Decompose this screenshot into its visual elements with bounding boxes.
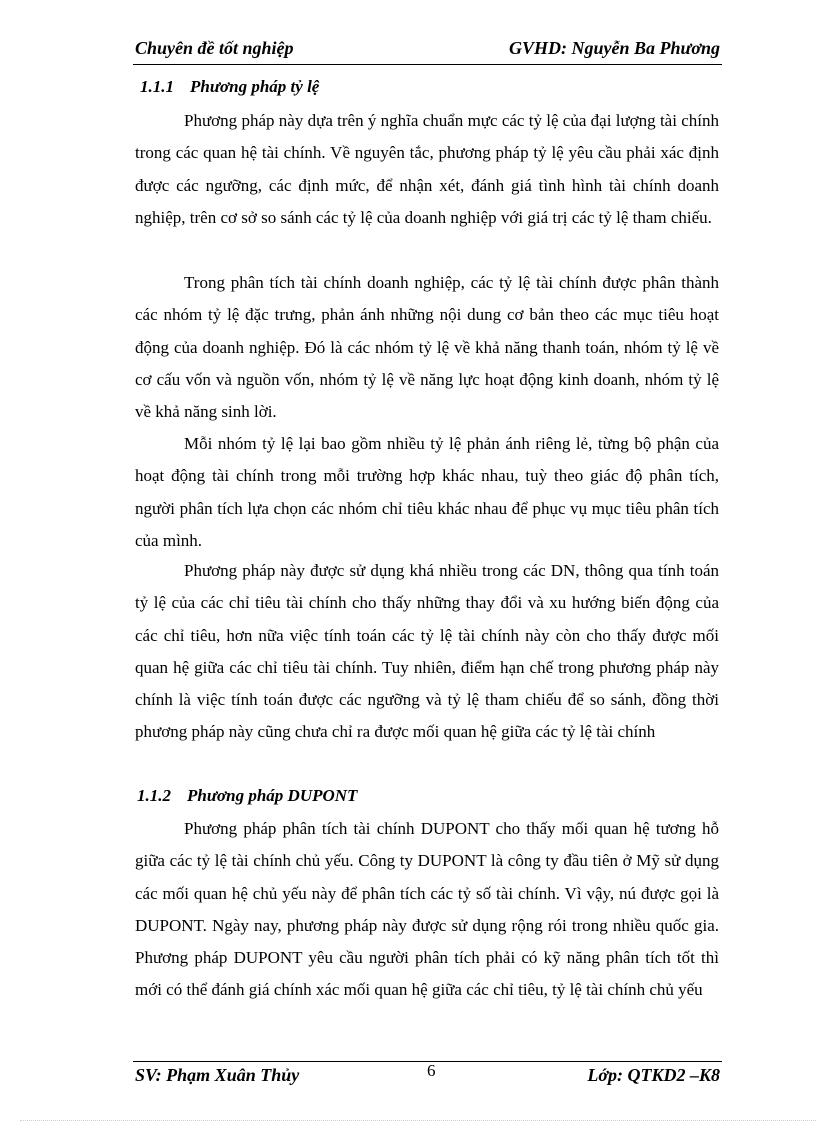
page-footer (135, 1063, 720, 1087)
section-heading-1 (140, 77, 319, 97)
section-heading-2 (137, 786, 357, 806)
paragraph: Phương pháp phân tích tài chính DUPONT cho thấy mối quan hệ tương hỗ giữa các tỷ lệ tài chính chủ yếu. Công ty DUPONT là công ty đầu tiên ở Mỹ sử dụng các mối quan hệ chủ yếu này để phân tích các tỷ số tài chính. Vì vậy, nú được gọi là DUPONT. Ngày nay, phương pháp này được sử dụng rộng rói trong nhiều quốc gia. Phương pháp DUPONT yêu cầu người phân tích phải có kỹ năng phân tích tốt thì mới có thể đánh giá chính xác mối quan hệ giữa các chỉ tiêu, tỷ lệ tài chính chủ yếu (135, 819, 719, 1000)
paragraph: Trong phân tích tài chính doanh nghiệp, các tỷ lệ tài chính được phân thành các nhóm tỷ lệ đặc trưng, phản ánh những nội dung cơ bản theo các mục tiêu hoạt động của doanh nghiệp. Đó là các nhóm tỷ lệ về khả năng thanh toán, nhóm tỷ lệ về cơ cấu vốn và nguồn vốn, nhóm tỷ lệ về năng lực hoạt động kinh doanh, nhóm tỷ lệ về khả năng sinh lời. (135, 273, 719, 422)
header-left: Chuyên đề tốt nghiệp (135, 38, 294, 58)
section-number: 1.1.2 (137, 786, 171, 805)
page-number: 6 (427, 1061, 436, 1080)
footer-right: Lớp: QTKD2 –K8 (587, 1065, 720, 1085)
page-edge (20, 1120, 816, 1121)
page-header (135, 38, 720, 59)
footer-left: SV: Phạm Xuân Thủy (135, 1065, 300, 1085)
paragraph: Phương pháp này được sử dụng khá nhiều trong các DN, thông qua tính toán tỷ lệ của các chỉ tiêu tài chính cho thấy những thay đổi và xu hướng biến động của các chỉ tiêu, hơn nữa việc tính toán các tỷ lệ tài chính này còn cho thấy được mối quan hệ giữa các chỉ tiêu tài chính. Tuy nhiên, điểm hạn chế trong phương pháp này chính là việc tính toán được các ngưỡng và tỷ lệ tham chiếu để so sánh, đồng thời phương pháp này cũng chưa chỉ ra được mối quan hệ giữa các tỷ lệ tài chính (135, 561, 719, 742)
header-right: GVHD: Nguyễn Ba Phương (509, 38, 720, 58)
header-rule (133, 64, 722, 65)
paragraph: Mỗi nhóm tỷ lệ lại bao gồm nhiều tỷ lệ phản ánh riêng lẻ, từng bộ phận của hoạt động tài chính trong mỗi trường hợp khác nhau, tuỳ theo giác độ phân tích, người phân tích lựa chọn các nhóm chỉ tiêu khác nhau để phục vụ mục tiêu phân tích của mình. (135, 434, 719, 550)
paragraph: Phương pháp này dựa trên ý nghĩa chuẩn mực các tỷ lệ của đại lượng tài chính trong các quan hệ tài chính. Về nguyên tắc, phương pháp tỷ lệ yêu cầu phải xác định được các ngưỡng, các định mức, để nhận xét, đánh giá tình hình tài chính doanh nghiệp, trên cơ sở so sánh các tỷ lệ của doanh nghiệp với giá trị các tỷ lệ tham chiếu. (135, 111, 719, 227)
section-title: Phương pháp tỷ lệ (190, 77, 320, 96)
section-title: Phương pháp DUPONT (187, 786, 358, 805)
section-number: 1.1.1 (140, 77, 174, 96)
